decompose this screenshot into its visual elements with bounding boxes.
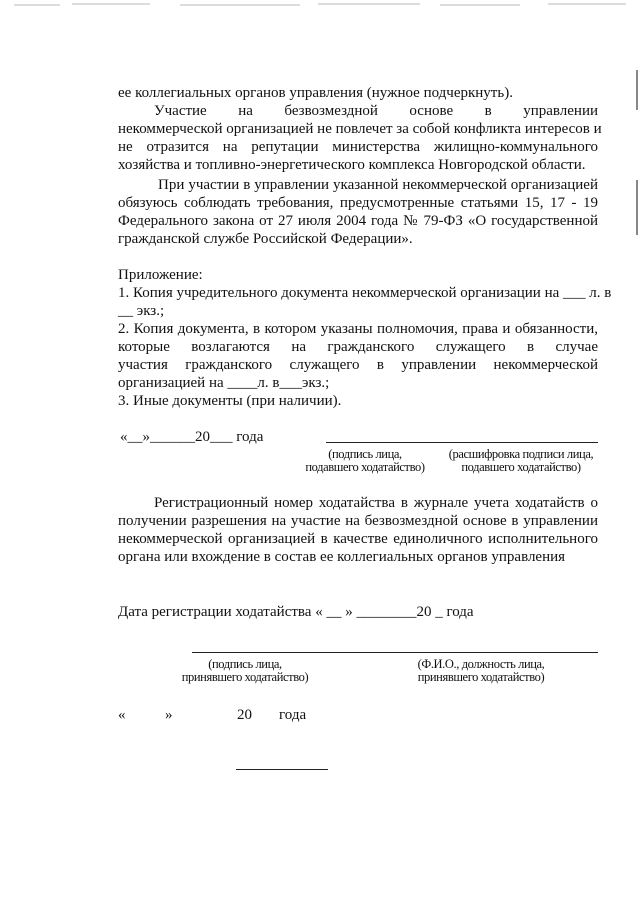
attachment-item2-line1: 2. Копия документа, в котором указаны полномочия, права и обязанности,	[118, 321, 598, 337]
registration-line3: некоммерческой организацией в качестве единоличного исполнительного	[118, 531, 598, 547]
applicant-signature-rule	[326, 442, 598, 443]
paragraph1-line0: ее коллегиальных органов управления (нужное подчеркнуть).	[118, 85, 513, 101]
attachment-item1-line2: __ экз.;	[118, 303, 165, 319]
attachments-heading: Приложение:	[118, 267, 203, 283]
registrar-name-caption: (Ф.И.О., должность лица, принявшего ходатайство)	[417, 657, 545, 684]
scan-edge-mark	[636, 180, 638, 235]
paragraph2-line1: При участии в управлении указанной некоммерческой организацией	[158, 177, 598, 193]
applicant-signature-caption: (подпись лица, подавшего ходатайство)	[305, 447, 425, 474]
attachment-item3: 3. Иные документы (при наличии).	[118, 393, 342, 409]
paragraph1-line4: хозяйства и топливно-энергетического комплекса Новгородской области.	[118, 157, 586, 173]
final-date-close-quote: »	[165, 707, 173, 723]
closing-rule	[236, 769, 328, 770]
final-date-year: 20	[237, 707, 252, 723]
registrar-signature-caption: (подпись лица, принявшего ходатайство)	[181, 657, 309, 684]
paragraph2-line2: обязуюсь соблюдать требования, предусмотренные статьями 15, 17 - 19	[118, 195, 598, 211]
registration-line2: получении разрешения на участие на безвозмездной основе в управлении	[118, 513, 598, 529]
scan-edge-mark	[636, 70, 638, 110]
attachment-item1-line1: 1. Копия учредительного документа некоммерческой организации на ___ л. в	[118, 285, 612, 301]
final-date-open-quote: «	[118, 707, 126, 723]
paragraph2-line4: гражданской службе Российской Федерации».	[118, 231, 413, 247]
registration-line4: органа или вхождение в состав ее коллегиальных органов управления	[118, 549, 566, 565]
paragraph1-line2: некоммерческой организацией не повлечет за собой конфликта интересов и	[118, 121, 602, 137]
scan-noise-strip	[0, 0, 640, 14]
paragraph1-line1: Участие на безвозмездной основе в управлении	[154, 103, 598, 119]
paragraph1-line3: не отразится на репутации министерства жилищно-коммунального	[118, 139, 598, 155]
attachment-item2-line4: организацией на ____л. в___экз.;	[118, 375, 330, 391]
registrar-signature-rule	[192, 652, 598, 653]
applicant-date-line: «__»______20___ года	[120, 429, 264, 445]
attachment-item2-line2: которые возлагаются на гражданского служащего в случае	[118, 339, 598, 355]
attachment-item2-line3: участия гражданского служащего в управлении некоммерческой	[118, 357, 598, 373]
paragraph2-line3: Федерального закона от 27 июля 2004 года № 79-ФЗ «О государственной	[118, 213, 598, 229]
final-date-year-word: года	[279, 707, 307, 723]
applicant-decoding-caption: (расшифровка подписи лица, подавшего ходатайство)	[448, 447, 594, 474]
registration-date-line: Дата регистрации ходатайства « __ » ________20 _ года	[118, 604, 474, 620]
registration-line1: Регистрационный номер ходатайства в журнале учета ходатайств о	[154, 495, 598, 511]
